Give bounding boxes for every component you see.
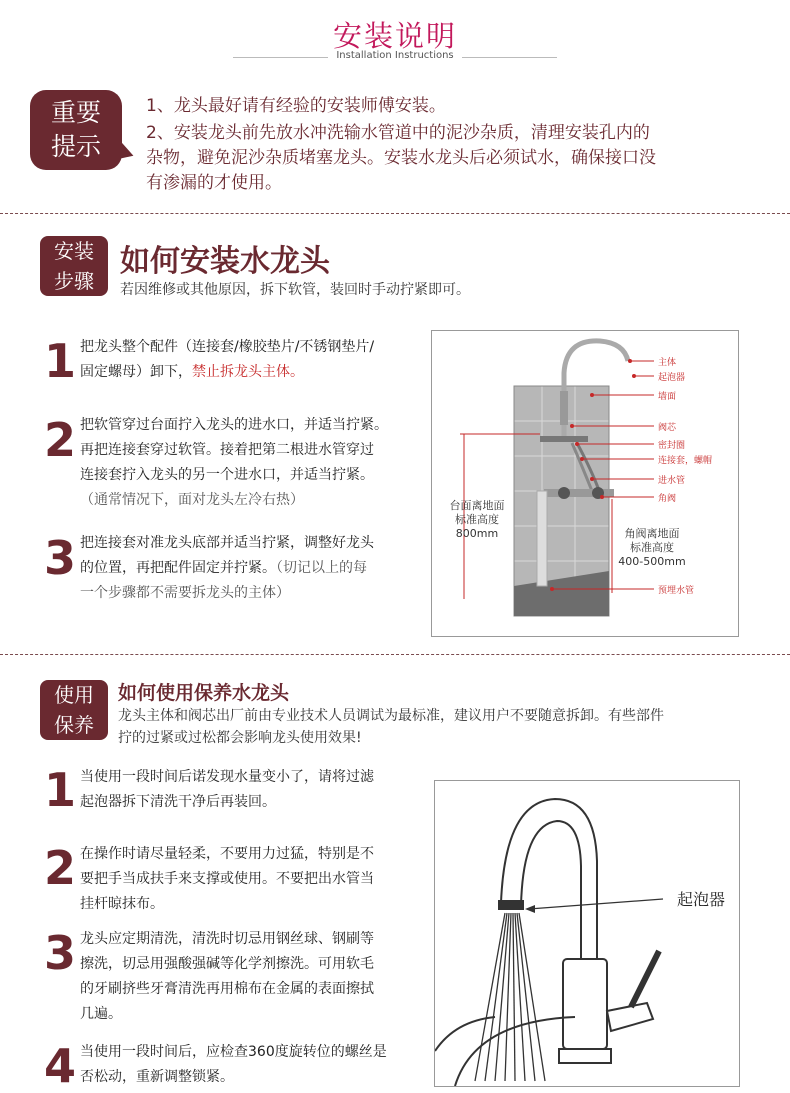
diagram-label: 主体 — [658, 358, 677, 368]
warning-text: 禁止拆龙头主体。 — [192, 364, 304, 380]
step-line: 把软管穿过台面拧入龙头的进水口，并适当拧紧。 — [80, 417, 388, 433]
step-line: 当使用一段时间后，应检查360度旋转位的螺丝是 — [80, 1044, 387, 1060]
step-number: 1 — [44, 763, 77, 817]
usage-step-3 — [80, 927, 425, 1027]
usage-step-2 — [80, 842, 425, 917]
install-title: 如何安装水龙头 — [120, 244, 330, 279]
step-line: 挂杆晾抹布。 — [80, 896, 164, 912]
step-number: 2 — [44, 413, 77, 467]
desc-line: 拧的过紧或过松都会影响龙头使用效果! — [118, 730, 362, 746]
badge-line: 使用 — [54, 683, 94, 707]
install-desc: 若因维修或其他原因，拆下软管，装回时手动拧紧即可。 — [120, 282, 470, 298]
valve-height-note — [614, 527, 690, 569]
step-line: 把连接套对准龙头底部并适当拧紧，调整好龙头 — [80, 535, 374, 551]
usage-title: 如何使用保养水龙头 — [118, 682, 290, 704]
diagram-label: 密封圈 — [658, 441, 686, 451]
step-line: 再把连接套穿过软管。接着把第二根进水管穿过 — [80, 442, 374, 458]
tip-2-line1: 2、安装龙头前先放水冲洗输水管道中的泥沙杂质，清理安装孔内的 — [146, 123, 650, 143]
step-line: 否松动，重新调整锁紧。 — [80, 1069, 234, 1085]
step-note: （切记以上的每 — [276, 560, 367, 576]
step-note: （通常情况下，面对龙头左冷右热） — [80, 492, 304, 508]
note-line: 800mm — [455, 527, 499, 540]
tip-2-line3: 有渗漏的才使用。 — [146, 173, 282, 193]
install-step-3 — [80, 531, 425, 606]
step-line: 当使用一段时间后诺发现水量变小了，请将过滤 — [80, 769, 374, 785]
desc-line: 龙头主体和阀芯出厂前由专业技术人员调试为最标准，建议用户不要随意拆卸。有些部件 — [118, 708, 664, 724]
step-line: 起泡器拆下清洗干净后再装回。 — [80, 794, 276, 810]
step-line: 连接套拧入龙头的另一个进水口，并适当拧紧。 — [80, 467, 374, 483]
step-number: 1 — [44, 334, 77, 388]
badge-line: 步骤 — [54, 269, 94, 293]
counter-height-note — [440, 499, 514, 541]
page-title: 安装说明 — [332, 19, 457, 53]
install-step-1 — [80, 335, 425, 385]
usage-step-4 — [80, 1040, 430, 1090]
step-line: 的牙刷挤些牙膏清洗再用棉布在金属的表面擦拭 — [80, 981, 374, 997]
important-badge — [30, 90, 122, 170]
step-line — [80, 556, 425, 581]
step-line — [80, 360, 425, 385]
badge-line: 保养 — [54, 713, 94, 737]
step-line: 几遍。 — [80, 1006, 122, 1022]
badge-line: 提示 — [50, 132, 101, 161]
step-number: 4 — [44, 1039, 77, 1093]
usage-badge — [40, 680, 108, 740]
usage-desc — [118, 705, 758, 749]
badge-line: 安装 — [54, 239, 94, 263]
page-subtitle: Installation Instructions — [336, 50, 454, 61]
step-number: 3 — [44, 531, 77, 585]
step-line: 把龙头整个配件（连接套/橡胶垫片/不锈钢垫片/ — [80, 339, 375, 355]
section-divider — [0, 213, 790, 214]
step-number: 2 — [44, 841, 77, 895]
note-line: 台面离地面 — [449, 499, 505, 512]
step-text: 固定螺母）卸下， — [80, 364, 192, 380]
diagram-label: 进水管 — [658, 476, 686, 486]
tip-2-line2: 杂物，避免泥沙杂质堵塞龙头。安装水龙头后必须试水，确保接口没 — [146, 148, 656, 168]
install-step-2 — [80, 413, 425, 513]
note-line: 400-500mm — [618, 555, 686, 568]
step-note: 一个步骤都不需要拆龙头的主体） — [80, 585, 290, 601]
note-line: 标准高度 — [630, 541, 674, 554]
diagram-label: 连接套，螺帽 — [658, 456, 713, 466]
usage-step-1 — [80, 765, 425, 815]
aerator-label: 起泡器 — [677, 890, 726, 909]
diagram-label: 角阀 — [658, 494, 677, 504]
aerator-diagram — [434, 780, 740, 1087]
install-diagram — [431, 330, 739, 637]
diagram-label: 阀芯 — [658, 423, 677, 433]
step-number: 3 — [44, 926, 77, 980]
step-line: 要把手当成扶手来支撑或使用。不要把出水管当 — [80, 871, 374, 887]
note-line: 标准高度 — [455, 513, 499, 526]
badge-line: 重要 — [50, 98, 101, 127]
install-badge — [40, 236, 108, 296]
diagram-label: 预埋水管 — [658, 586, 695, 596]
diagram-label: 起泡器 — [658, 373, 686, 383]
tip-1: 1、龙头最好请有经验的安装师傅安装。 — [146, 96, 446, 116]
step-line: 龙头应定期清洗，清洗时切忌用钢丝球、钢刷等 — [80, 931, 374, 947]
step-line: 擦洗，切忌用强酸强碱等化学剂擦洗。可用软毛 — [80, 956, 374, 972]
aerator-diagram-illustration — [435, 781, 739, 1086]
title-divider-right — [462, 57, 557, 58]
diagram-label: 墙面 — [658, 392, 677, 402]
step-line: 在操作时请尽量轻柔，不要用力过猛，特别是不 — [80, 846, 374, 862]
note-line: 角阀离地面 — [624, 527, 680, 540]
section-divider — [0, 654, 790, 655]
step-text: 的位置，再把配件固定并拧紧。 — [80, 560, 276, 576]
